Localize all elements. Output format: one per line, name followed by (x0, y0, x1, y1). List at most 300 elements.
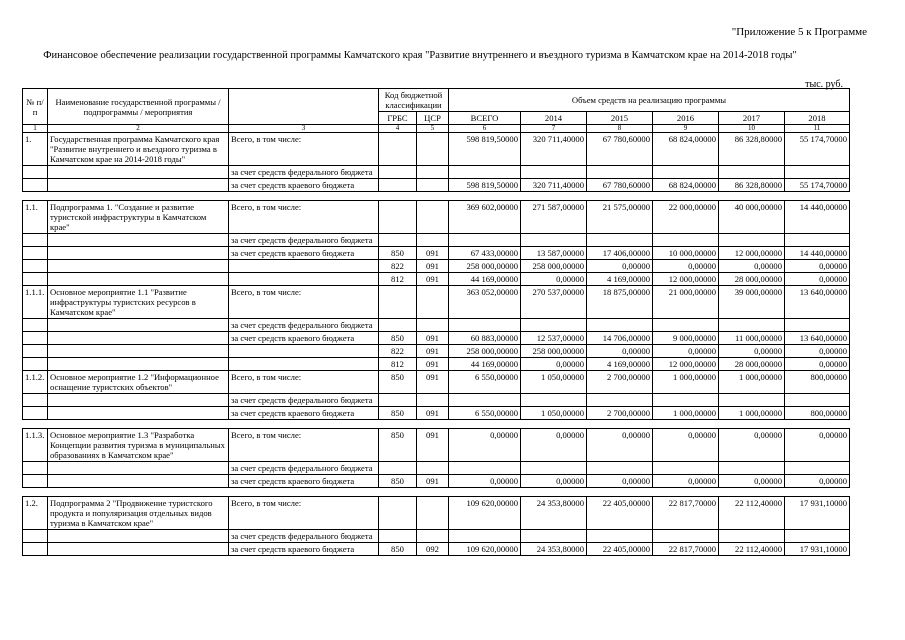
grbs-code (379, 286, 417, 319)
amount-2017: 28 000,00000 (719, 273, 785, 286)
col-name-header: Наименование государственной программы / подпрограммы / мероприятия (48, 89, 229, 125)
col-index: 4 (379, 125, 417, 133)
row-number (23, 247, 48, 260)
table-row (23, 462, 850, 475)
row-number: 1.1.3. (23, 429, 48, 462)
amount-2018 (785, 462, 850, 475)
col-index: 5 (417, 125, 449, 133)
row-number: 1.1. (23, 201, 48, 234)
total-amount: 0,00000 (449, 429, 521, 462)
amount-2014: 12 537,00000 (521, 332, 587, 345)
amount-2016: 21 000,00000 (653, 286, 719, 319)
amount-2016 (653, 462, 719, 475)
volume-group-header: Объем средств на реализацию программы (449, 89, 850, 112)
amount-2017: 11 000,00000 (719, 332, 785, 345)
amount-2015: 4 169,00000 (587, 358, 653, 371)
amount-2018 (785, 166, 850, 179)
amount-2015: 2 700,00000 (587, 371, 653, 394)
amount-2016: 0,00000 (653, 475, 719, 488)
amount-2017 (719, 166, 785, 179)
csr-code (417, 462, 449, 475)
total-amount: 369 602,00000 (449, 201, 521, 234)
units-label: тыс. руб. (805, 79, 843, 90)
amount-2018 (785, 319, 850, 332)
col-index: 6 (449, 125, 521, 133)
financing-table (22, 88, 850, 556)
col-index: 3 (229, 125, 379, 133)
amount-2016 (653, 319, 719, 332)
spacer-cell (23, 192, 850, 201)
row-number (23, 234, 48, 247)
amount-2018 (785, 530, 850, 543)
row-number (23, 407, 48, 420)
total-amount (449, 394, 521, 407)
amount-2017 (719, 234, 785, 247)
grbs-code (379, 394, 417, 407)
row-name (48, 260, 229, 273)
col-2015-header: 2015 (587, 112, 653, 125)
amount-2018: 0,00000 (785, 358, 850, 371)
row-name (48, 358, 229, 371)
table-row (23, 497, 850, 530)
table-row (23, 247, 850, 260)
row-name (48, 166, 229, 179)
row-number (23, 358, 48, 371)
row-name: Подпрограмма 1. "Создание и развитие туристской инфраструктуры в Камчатском крае" (48, 201, 229, 234)
grbs-code: 850 (379, 371, 417, 394)
col-total-header: ВСЕГО (449, 112, 521, 125)
row-number (23, 543, 48, 556)
row-number (23, 530, 48, 543)
total-amount: 109 620,00000 (449, 543, 521, 556)
amount-2018: 17 931,10000 (785, 543, 850, 556)
amount-2016: 22 000,00000 (653, 201, 719, 234)
amount-2016: 1 000,00000 (653, 407, 719, 420)
amount-2014 (521, 394, 587, 407)
amount-2016: 22 817,70000 (653, 497, 719, 530)
amount-2018: 0,00000 (785, 345, 850, 358)
amount-2015: 14 706,00000 (587, 332, 653, 345)
spacer-row (23, 420, 850, 429)
row-name: Подпрограмма 2 "Продвижение туристского продукта и популяризация отдельных видов туризма в Камчатском крае" (48, 497, 229, 530)
grbs-code: 812 (379, 273, 417, 286)
csr-code: 091 (417, 475, 449, 488)
grbs-code (379, 530, 417, 543)
amount-2018: 0,00000 (785, 273, 850, 286)
table-row (23, 234, 850, 247)
col-index: 7 (521, 125, 587, 133)
amount-2014: 0,00000 (521, 429, 587, 462)
grbs-code (379, 319, 417, 332)
spacer-cell (23, 488, 850, 497)
table-row (23, 429, 850, 462)
funding-source: за счет средств федерального бюджета (229, 234, 379, 247)
amount-2015: 0,00000 (587, 429, 653, 462)
col-grbs-header: ГРБС (379, 112, 417, 125)
amount-2017 (719, 462, 785, 475)
amount-2016: 0,00000 (653, 429, 719, 462)
csr-code (417, 234, 449, 247)
csr-code (417, 133, 449, 166)
funding-source: Всего, в том числе: (229, 201, 379, 234)
grbs-code (379, 133, 417, 166)
amount-2018: 0,00000 (785, 475, 850, 488)
table-row (23, 394, 850, 407)
total-amount: 6 550,00000 (449, 371, 521, 394)
row-number: 1.1.1. (23, 286, 48, 319)
total-amount (449, 234, 521, 247)
amount-2017: 0,00000 (719, 345, 785, 358)
funding-source: за счет средств федерального бюджета (229, 319, 379, 332)
row-number (23, 394, 48, 407)
funding-source: за счет средств федерального бюджета (229, 530, 379, 543)
funding-source: Всего, в том числе: (229, 371, 379, 394)
grbs-code: 850 (379, 429, 417, 462)
amount-2014 (521, 166, 587, 179)
amount-2015: 4 169,00000 (587, 273, 653, 286)
total-amount (449, 530, 521, 543)
row-name: Основное мероприятие 1.1 "Развитие инфраструктуры туристских ресурсов в Камчатском крае" (48, 286, 229, 319)
amount-2014: 258 000,00000 (521, 345, 587, 358)
total-amount (449, 462, 521, 475)
amount-2014 (521, 462, 587, 475)
amount-2016: 0,00000 (653, 345, 719, 358)
col-no-header: № п/п (23, 89, 48, 125)
funding-source: Всего, в том числе: (229, 429, 379, 462)
col-2018-header: 2018 (785, 112, 850, 125)
amount-2018: 13 640,00000 (785, 332, 850, 345)
table-row (23, 319, 850, 332)
amount-2015: 0,00000 (587, 260, 653, 273)
amount-2017 (719, 530, 785, 543)
row-number (23, 345, 48, 358)
spacer-cell (23, 420, 850, 429)
csr-code (417, 497, 449, 530)
col-source-header (229, 89, 379, 125)
total-amount: 598 819,50000 (449, 133, 521, 166)
row-number (23, 179, 48, 192)
col-2017-header: 2017 (719, 112, 785, 125)
total-amount (449, 166, 521, 179)
amount-2015: 0,00000 (587, 345, 653, 358)
amount-2016 (653, 166, 719, 179)
col-2016-header: 2016 (653, 112, 719, 125)
amount-2017: 39 000,00000 (719, 286, 785, 319)
total-amount: 44 169,00000 (449, 273, 521, 286)
amount-2015 (587, 394, 653, 407)
funding-source (229, 345, 379, 358)
amount-2017: 40 000,00000 (719, 201, 785, 234)
amount-2018: 0,00000 (785, 260, 850, 273)
row-number: 1. (23, 133, 48, 166)
table-row (23, 273, 850, 286)
csr-code (417, 179, 449, 192)
amount-2018 (785, 394, 850, 407)
amount-2018 (785, 234, 850, 247)
grbs-code (379, 497, 417, 530)
amount-2016: 9 000,00000 (653, 332, 719, 345)
amount-2016: 10 000,00000 (653, 247, 719, 260)
amount-2016: 68 824,00000 (653, 179, 719, 192)
total-amount: 0,00000 (449, 475, 521, 488)
csr-code (417, 201, 449, 234)
total-amount: 598 819,50000 (449, 179, 521, 192)
funding-source (229, 273, 379, 286)
amount-2014: 258 000,00000 (521, 260, 587, 273)
row-name (48, 394, 229, 407)
table-row (23, 371, 850, 394)
amount-2016: 68 824,00000 (653, 133, 719, 166)
amount-2018: 17 931,10000 (785, 497, 850, 530)
amount-2014 (521, 234, 587, 247)
funding-source: Всего, в том числе: (229, 133, 379, 166)
amount-2014: 320 711,40000 (521, 133, 587, 166)
funding-source: за счет средств краевого бюджета (229, 179, 379, 192)
funding-source: за счет средств федерального бюджета (229, 462, 379, 475)
table-row (23, 530, 850, 543)
amount-2017: 22 112,40000 (719, 497, 785, 530)
grbs-code (379, 179, 417, 192)
grbs-code: 850 (379, 247, 417, 260)
amount-2015 (587, 319, 653, 332)
amount-2014: 24 353,80000 (521, 497, 587, 530)
amount-2016: 12 000,00000 (653, 358, 719, 371)
table-row (23, 475, 850, 488)
amount-2015: 18 875,00000 (587, 286, 653, 319)
csr-code: 092 (417, 543, 449, 556)
amount-2014: 0,00000 (521, 475, 587, 488)
amount-2016: 0,00000 (653, 260, 719, 273)
row-name (48, 530, 229, 543)
spacer-row (23, 192, 850, 201)
amount-2017: 0,00000 (719, 429, 785, 462)
csr-code: 091 (417, 247, 449, 260)
grbs-code: 822 (379, 345, 417, 358)
row-name (48, 462, 229, 475)
funding-source: за счет средств краевого бюджета (229, 475, 379, 488)
csr-code: 091 (417, 332, 449, 345)
total-amount: 44 169,00000 (449, 358, 521, 371)
row-name (48, 273, 229, 286)
row-name (48, 407, 229, 420)
table-row (23, 286, 850, 319)
table-row (23, 345, 850, 358)
amount-2015: 0,00000 (587, 475, 653, 488)
row-name (48, 179, 229, 192)
amount-2017: 28 000,00000 (719, 358, 785, 371)
amount-2017: 86 328,80000 (719, 133, 785, 166)
table-row (23, 260, 850, 273)
total-amount: 363 052,00000 (449, 286, 521, 319)
code-group-header: Код бюджетной классификации (379, 89, 449, 112)
amount-2016: 1 000,00000 (653, 371, 719, 394)
amount-2018: 55 174,70000 (785, 133, 850, 166)
amount-2018: 14 440,00000 (785, 201, 850, 234)
amount-2015 (587, 234, 653, 247)
col-csr-header: ЦСР (417, 112, 449, 125)
table-row (23, 332, 850, 345)
funding-source: за счет средств краевого бюджета (229, 247, 379, 260)
funding-source (229, 358, 379, 371)
appendix-label: "Приложение 5 к Программе (731, 26, 867, 38)
grbs-code: 850 (379, 332, 417, 345)
csr-code: 091 (417, 429, 449, 462)
amount-2018: 14 440,00000 (785, 247, 850, 260)
csr-code (417, 286, 449, 319)
row-number (23, 475, 48, 488)
amount-2016: 22 817,70000 (653, 543, 719, 556)
amount-2015: 22 405,00000 (587, 543, 653, 556)
amount-2015 (587, 166, 653, 179)
amount-2014 (521, 319, 587, 332)
row-number: 1.1.2. (23, 371, 48, 394)
amount-2015 (587, 462, 653, 475)
funding-source: за счет средств краевого бюджета (229, 407, 379, 420)
grbs-code (379, 166, 417, 179)
row-name (48, 319, 229, 332)
col-index: 11 (785, 125, 850, 133)
amount-2017 (719, 319, 785, 332)
row-number (23, 319, 48, 332)
amount-2014: 13 587,00000 (521, 247, 587, 260)
col-2014-header: 2014 (521, 112, 587, 125)
amount-2014: 1 050,00000 (521, 371, 587, 394)
csr-code (417, 166, 449, 179)
table-row (23, 201, 850, 234)
table-row (23, 166, 850, 179)
total-amount: 60 883,00000 (449, 332, 521, 345)
amount-2018: 800,00000 (785, 407, 850, 420)
row-name (48, 543, 229, 556)
csr-code: 091 (417, 260, 449, 273)
amount-2018: 55 174,70000 (785, 179, 850, 192)
total-amount: 67 433,00000 (449, 247, 521, 260)
amount-2017: 1 000,00000 (719, 371, 785, 394)
csr-code: 091 (417, 358, 449, 371)
total-amount: 258 000,00000 (449, 260, 521, 273)
amount-2016 (653, 530, 719, 543)
amount-2014: 270 537,00000 (521, 286, 587, 319)
grbs-code (379, 201, 417, 234)
row-name: Основное мероприятие 1.3 "Разработка Концепции развития туризма в муниципальных образованиях в Камчатском крае" (48, 429, 229, 462)
csr-code: 091 (417, 407, 449, 420)
row-number (23, 166, 48, 179)
table-row (23, 407, 850, 420)
csr-code: 091 (417, 371, 449, 394)
row-name: Основное мероприятие 1.2 "Информационное оснащение туристских объектов" (48, 371, 229, 394)
funding-source: за счет средств краевого бюджета (229, 332, 379, 345)
csr-code (417, 319, 449, 332)
amount-2014: 320 711,40000 (521, 179, 587, 192)
amount-2015 (587, 530, 653, 543)
amount-2016: 12 000,00000 (653, 273, 719, 286)
csr-code: 091 (417, 345, 449, 358)
column-index-row (23, 125, 850, 133)
grbs-code: 850 (379, 407, 417, 420)
amount-2018: 800,00000 (785, 371, 850, 394)
row-name (48, 234, 229, 247)
grbs-code: 822 (379, 260, 417, 273)
grbs-code: 850 (379, 475, 417, 488)
table-row (23, 179, 850, 192)
total-amount (449, 319, 521, 332)
amount-2015: 17 406,00000 (587, 247, 653, 260)
document-title: Финансовое обеспечение реализации государственной программы Камчатского края "Развитие внутреннего и въездного туризма в Камчатском крае на 2014-2018 годы" (43, 50, 797, 61)
table-row (23, 543, 850, 556)
funding-source: за счет средств краевого бюджета (229, 543, 379, 556)
csr-code (417, 530, 449, 543)
funding-source: Всего, в том числе: (229, 286, 379, 319)
row-name: Государственная программа Камчатского края "Развитие внутреннего и въездного туризма в Камчатском крае на 2014-2018 годы" (48, 133, 229, 166)
row-name (48, 345, 229, 358)
amount-2014: 0,00000 (521, 273, 587, 286)
row-number (23, 273, 48, 286)
amount-2018: 13 640,00000 (785, 286, 850, 319)
col-index: 2 (48, 125, 229, 133)
row-number: 1.2. (23, 497, 48, 530)
amount-2017: 12 000,00000 (719, 247, 785, 260)
table-row (23, 358, 850, 371)
amount-2015: 22 405,00000 (587, 497, 653, 530)
row-number (23, 332, 48, 345)
col-index: 9 (653, 125, 719, 133)
amount-2017: 0,00000 (719, 260, 785, 273)
amount-2014: 24 353,80000 (521, 543, 587, 556)
amount-2017: 1 000,00000 (719, 407, 785, 420)
amount-2014: 1 050,00000 (521, 407, 587, 420)
table-row (23, 133, 850, 166)
grbs-code: 850 (379, 543, 417, 556)
csr-code (417, 394, 449, 407)
funding-source (229, 260, 379, 273)
grbs-code (379, 462, 417, 475)
amount-2017 (719, 394, 785, 407)
amount-2015: 67 780,60000 (587, 133, 653, 166)
row-number (23, 462, 48, 475)
row-number (23, 260, 48, 273)
amount-2015: 21 575,00000 (587, 201, 653, 234)
total-amount: 6 550,00000 (449, 407, 521, 420)
grbs-code (379, 234, 417, 247)
funding-source: за счет средств федерального бюджета (229, 166, 379, 179)
amount-2017: 22 112,40000 (719, 543, 785, 556)
grbs-code: 812 (379, 358, 417, 371)
csr-code: 091 (417, 273, 449, 286)
amount-2018: 0,00000 (785, 429, 850, 462)
row-name (48, 247, 229, 260)
col-index: 1 (23, 125, 48, 133)
amount-2015: 67 780,60000 (587, 179, 653, 192)
spacer-row (23, 488, 850, 497)
col-index: 8 (587, 125, 653, 133)
table-body (23, 133, 850, 556)
amount-2014: 271 587,00000 (521, 201, 587, 234)
header-row-1 (23, 89, 850, 112)
amount-2016 (653, 234, 719, 247)
amount-2014: 0,00000 (521, 358, 587, 371)
funding-source: Всего, в том числе: (229, 497, 379, 530)
funding-source: за счет средств федерального бюджета (229, 394, 379, 407)
total-amount: 109 620,00000 (449, 497, 521, 530)
row-name (48, 475, 229, 488)
col-index: 10 (719, 125, 785, 133)
amount-2017: 0,00000 (719, 475, 785, 488)
amount-2016 (653, 394, 719, 407)
row-name (48, 332, 229, 345)
amount-2014 (521, 530, 587, 543)
total-amount: 258 000,00000 (449, 345, 521, 358)
amount-2017: 86 328,80000 (719, 179, 785, 192)
